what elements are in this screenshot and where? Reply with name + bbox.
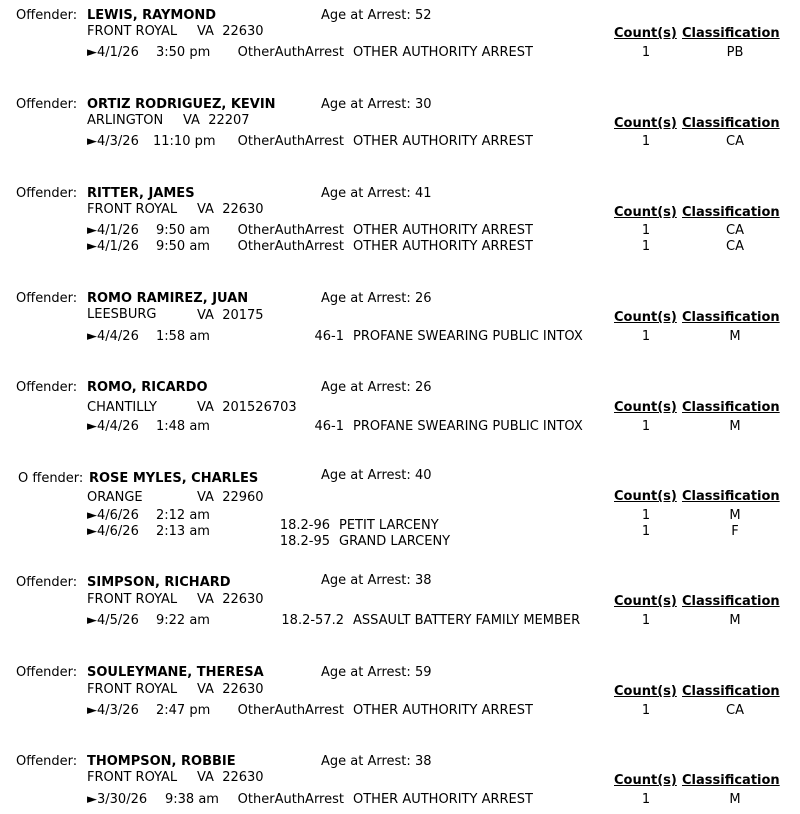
counts-header: Count(s) [614, 489, 677, 504]
charge-code: 46-1 [314, 329, 344, 344]
age-at-arrest: Age at Arrest: 59 [321, 665, 432, 680]
classification-header: Classification [682, 310, 780, 325]
charge-code: 46-1 [314, 419, 344, 434]
charge-date: ►4/1/26 [87, 45, 139, 60]
classification-header: Classification [682, 489, 780, 504]
classification-header: Classification [682, 116, 780, 131]
charge-description: OTHER AUTHORITY ARREST [353, 45, 533, 60]
offender-name: ROMO RAMIREZ, JUAN [87, 291, 249, 306]
offender-state-zip: VA 22630 [197, 24, 264, 39]
offender-city: FRONT ROYAL [87, 24, 178, 39]
offender-label: Offender: [16, 754, 78, 769]
arrow-icon: ► [87, 134, 97, 149]
offender-city: ARLINGTON [87, 113, 164, 128]
charge-time: 2:12 am [156, 508, 210, 523]
classification-header: Classification [682, 26, 780, 41]
charge-date: ►4/6/26 [87, 508, 139, 523]
counts-header: Count(s) [614, 400, 677, 415]
charge-description: PROFANE SWEARING PUBLIC INTOX [353, 329, 583, 344]
charge-count: 1 [641, 329, 651, 344]
age-at-arrest: Age at Arrest: 40 [321, 468, 432, 483]
charge-count: 1 [641, 134, 651, 149]
charge-code: OtherAuthArrest [237, 134, 344, 149]
charge-date: ►4/1/26 [87, 223, 139, 238]
offender-label: Offender: [16, 97, 78, 112]
offender-name: LEWIS, RAYMOND [87, 8, 217, 23]
offender-state-zip: VA 22630 [197, 682, 264, 697]
charge-time: 3:50 pm [156, 45, 211, 60]
charge-time: 9:22 am [156, 613, 210, 628]
classification-header: Classification [682, 594, 780, 609]
charge-description: PETIT LARCENY [339, 518, 439, 533]
charge-date: ►4/4/26 [87, 329, 139, 344]
charge-date: ►4/4/26 [87, 419, 139, 434]
offender-label: O ffender: [18, 471, 84, 486]
arrow-icon: ► [87, 223, 97, 238]
charge-classification: CA [726, 223, 744, 238]
charge-date: ►4/3/26 [87, 134, 139, 149]
offender-label: Offender: [16, 186, 78, 201]
charge-code: OtherAuthArrest [237, 239, 344, 254]
arrow-icon: ► [87, 703, 97, 718]
charge-classification: M [729, 329, 741, 344]
charge-code: OtherAuthArrest [237, 792, 344, 807]
offender-state-zip: VA 22630 [197, 202, 264, 217]
counts-header: Count(s) [614, 116, 677, 131]
age-at-arrest: Age at Arrest: 38 [321, 573, 432, 588]
charge-description: OTHER AUTHORITY ARREST [353, 703, 533, 718]
charge-count: 1 [641, 223, 651, 238]
charge-time: 2:13 am [156, 524, 210, 539]
charge-classification: M [729, 419, 741, 434]
charge-description: OTHER AUTHORITY ARREST [353, 223, 533, 238]
offender-city: FRONT ROYAL [87, 682, 178, 697]
counts-header: Count(s) [614, 26, 677, 41]
charge-time: 9:50 am [156, 239, 210, 254]
charge-classification: CA [726, 703, 744, 718]
charge-code: OtherAuthArrest [237, 45, 344, 60]
charge-time: 9:50 am [156, 223, 210, 238]
offender-state-zip: VA 20175 [197, 308, 264, 323]
charge-time: 2:47 pm [156, 703, 211, 718]
charge-count: 1 [641, 613, 651, 628]
charge-count: 1 [641, 524, 651, 539]
charge-count: 1 [641, 792, 651, 807]
offender-name: SIMPSON, RICHARD [87, 575, 231, 590]
offender-label: Offender: [16, 291, 78, 306]
counts-header: Count(s) [614, 773, 677, 788]
charge-date: ►4/5/26 [87, 613, 139, 628]
arrow-icon: ► [87, 508, 97, 523]
offender-label: Offender: [16, 8, 78, 23]
charge-date: ►4/3/26 [87, 703, 139, 718]
charge-date: ►3/30/26 [87, 792, 148, 807]
charge-time: 1:48 am [156, 419, 210, 434]
arrow-icon: ► [87, 239, 97, 254]
counts-header: Count(s) [614, 684, 677, 699]
offender-city: FRONT ROYAL [87, 202, 178, 217]
charge-date: ►4/6/26 [87, 524, 139, 539]
age-at-arrest: Age at Arrest: 38 [321, 754, 432, 769]
charge-classification: M [729, 792, 741, 807]
offender-city: FRONT ROYAL [87, 592, 178, 607]
charge-count: 1 [641, 703, 651, 718]
charge-time: 1:58 am [156, 329, 210, 344]
counts-header: Count(s) [614, 310, 677, 325]
age-at-arrest: Age at Arrest: 52 [321, 8, 432, 23]
offender-name: ORTIZ RODRIGUEZ, KEVIN [87, 97, 276, 112]
charge-classification: CA [726, 134, 744, 149]
charge-time: 11:10 pm [153, 134, 216, 149]
arrow-icon: ► [87, 524, 97, 539]
offender-label: Offender: [16, 665, 78, 680]
offender-name: THOMPSON, ROBBIE [87, 754, 236, 769]
classification-header: Classification [682, 773, 780, 788]
charge-count: 1 [641, 239, 651, 254]
classification-header: Classification [682, 684, 780, 699]
offender-name: RITTER, JAMES [87, 186, 195, 201]
classification-header: Classification [682, 400, 780, 415]
charge-description: GRAND LARCENY [339, 534, 451, 549]
offender-city: ORANGE [87, 490, 143, 505]
charge-classification: CA [726, 239, 744, 254]
age-at-arrest: Age at Arrest: 30 [321, 97, 432, 112]
offender-city: FRONT ROYAL [87, 770, 178, 785]
arrow-icon: ► [87, 613, 97, 628]
offender-city: CHANTILLY [87, 400, 157, 415]
classification-header: Classification [682, 205, 780, 220]
charge-date: ►4/1/26 [87, 239, 139, 254]
charge-description: OTHER AUTHORITY ARREST [353, 792, 533, 807]
charge-classification: PB [726, 45, 744, 60]
charge-description: ASSAULT BATTERY FAMILY MEMBER [353, 613, 581, 628]
offender-name: ROSE MYLES, CHARLES [89, 471, 259, 486]
offender-state-zip: VA 22630 [197, 770, 264, 785]
arrow-icon: ► [87, 792, 97, 807]
arrow-icon: ► [87, 45, 97, 60]
charge-code: 18.2-96 [279, 518, 330, 533]
charge-count: 1 [641, 45, 651, 60]
counts-header: Count(s) [614, 205, 677, 220]
age-at-arrest: Age at Arrest: 26 [321, 291, 432, 306]
charge-classification: M [729, 508, 741, 523]
charge-code: OtherAuthArrest [237, 223, 344, 238]
charge-description: OTHER AUTHORITY ARREST [353, 134, 533, 149]
arrow-icon: ► [87, 419, 97, 434]
charge-count: 1 [641, 419, 651, 434]
charge-count: 1 [641, 508, 651, 523]
charge-classification: F [731, 524, 739, 539]
offender-state-zip: VA 201526703 [197, 400, 297, 415]
charge-description: OTHER AUTHORITY ARREST [353, 239, 533, 254]
age-at-arrest: Age at Arrest: 41 [321, 186, 432, 201]
offender-label: Offender: [16, 575, 78, 590]
charge-description: PROFANE SWEARING PUBLIC INTOX [353, 419, 583, 434]
charge-code: 18.2-95 [279, 534, 330, 549]
charge-code: 18.2-57.2 [281, 613, 344, 628]
arrow-icon: ► [87, 329, 97, 344]
offender-state-zip: VA 22960 [197, 490, 264, 505]
offender-name: ROMO, RICARDO [87, 380, 208, 395]
charge-classification: M [729, 613, 741, 628]
offender-state-zip: VA 22630 [197, 592, 264, 607]
counts-header: Count(s) [614, 594, 677, 609]
offender-name: SOULEYMANE, THERESA [87, 665, 264, 680]
offender-state-zip: VA 22207 [183, 113, 250, 128]
charge-code: OtherAuthArrest [237, 703, 344, 718]
offender-city: LEESBURG [87, 307, 157, 322]
charge-time: 9:38 am [165, 792, 219, 807]
offender-label: Offender: [16, 380, 78, 395]
age-at-arrest: Age at Arrest: 26 [321, 380, 432, 395]
